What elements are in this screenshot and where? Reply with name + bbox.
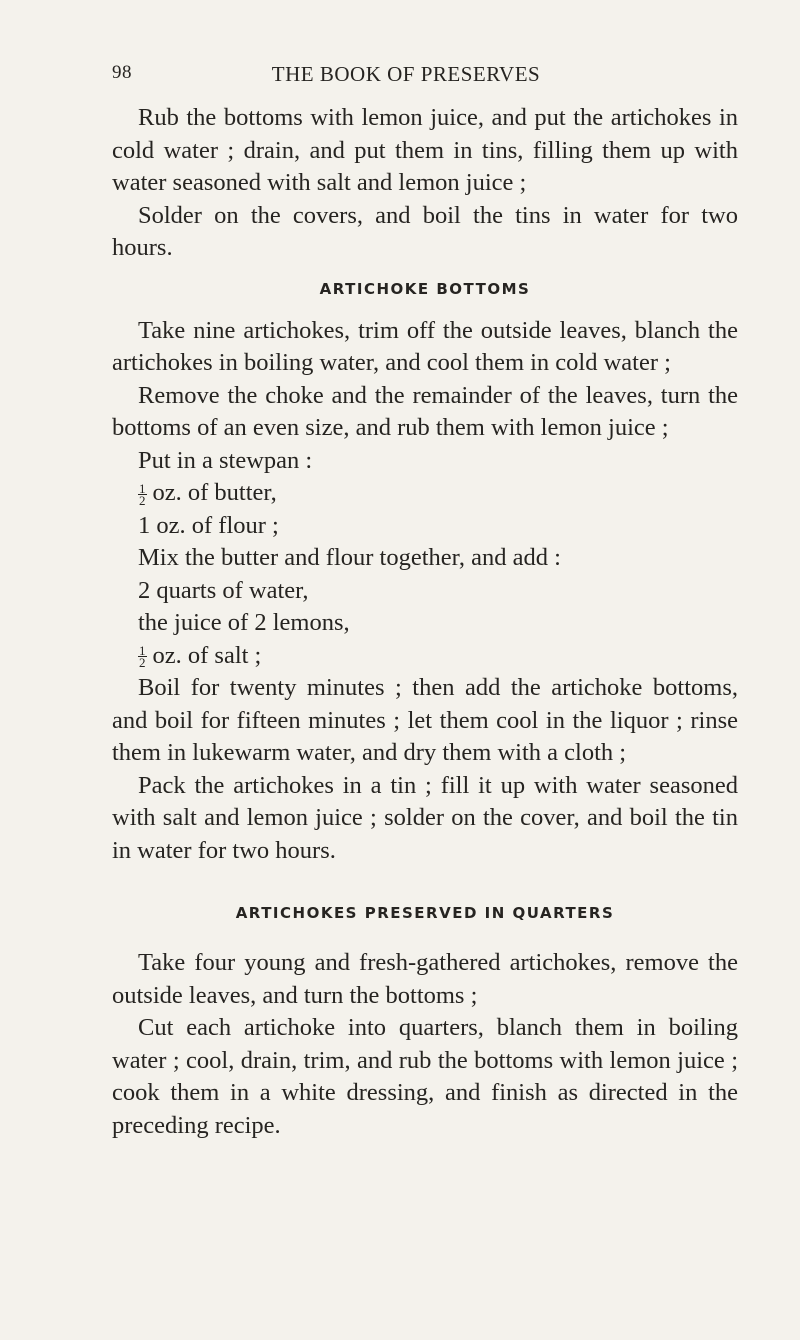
ingredient-salt-text: oz. of salt ; (152, 641, 262, 669)
fraction-half: $\frac{1}{2}$ (139, 643, 146, 671)
ingredient-butter (112, 477, 738, 510)
intro-paragraph-2: Solder on the covers, and boil the tins in water for two hours. (112, 201, 738, 261)
ingredient-lemons: the juice of 2 lemons, (138, 609, 350, 636)
body-text (112, 102, 738, 1142)
ingredient-butter-text: oz. of butter, (152, 479, 277, 506)
fraction-half: $\frac{1}{2}$ (139, 480, 146, 508)
intro-paragraph-1: Rub the bottoms with lemon juice, and put the artichokes in cold water ; drain, and put them in tins, filling them up with water seasoned with salt and lemon juice ; (112, 104, 738, 196)
running-title: THE BOOK OF PRESERVES (271, 62, 541, 86)
section2-paragraph-1: Take four young and fresh-gathered artichokes, remove the outside leaves, and turn the bottoms ; (112, 949, 738, 1009)
section-heading-artichoke-bottoms: ARTICHOKE BOTTOMS (319, 279, 531, 298)
section1-paragraph-4: Mix the butter and flour together, and add : (138, 544, 561, 571)
section1-paragraph-2: Remove the choke and the remainder of the leaves, turn the bottoms of an even size, and rub them with lemon juice ; (112, 381, 738, 441)
running-head (112, 62, 700, 92)
ingredient-water: 2 quarts of water, (138, 576, 309, 604)
section1-paragraph-1: Take nine artichokes, trim off the outside leaves, blanch the artichokes in boiling water, and cool them in cold water ; (112, 316, 738, 376)
section2-paragraph-2: Cut each artichoke into quarters, blanch them in boiling water ; cool, drain, trim, and rub the bottoms with lemon juice ; cook them in a white dressing, and finish as directed in the preceding recipe. (112, 1014, 738, 1139)
section1-paragraph-6: Pack the artichokes in a tin ; fill it up with water seasoned with salt and lemon juice ; solder on the cover, and boil the tin in water for two hours. (112, 771, 738, 864)
section1-paragraph-5: Boil for twenty minutes ; then add the artichoke bottoms, and boil for fifteen minutes ; let them cool in the liquor ; rinse them in lukewarm water, and dry them with a cloth ; (112, 674, 738, 766)
ingredient-flour: 1 oz. of flour ; (138, 511, 279, 539)
page-number: 98 (112, 62, 132, 83)
ingredient-salt (112, 640, 738, 673)
section-spacer (112, 867, 738, 881)
section1-paragraph-3: Put in a stewpan : (138, 446, 313, 474)
section-heading-artichokes-quarters: ARTICHOKES PRESERVED IN QUARTERS (235, 904, 615, 922)
